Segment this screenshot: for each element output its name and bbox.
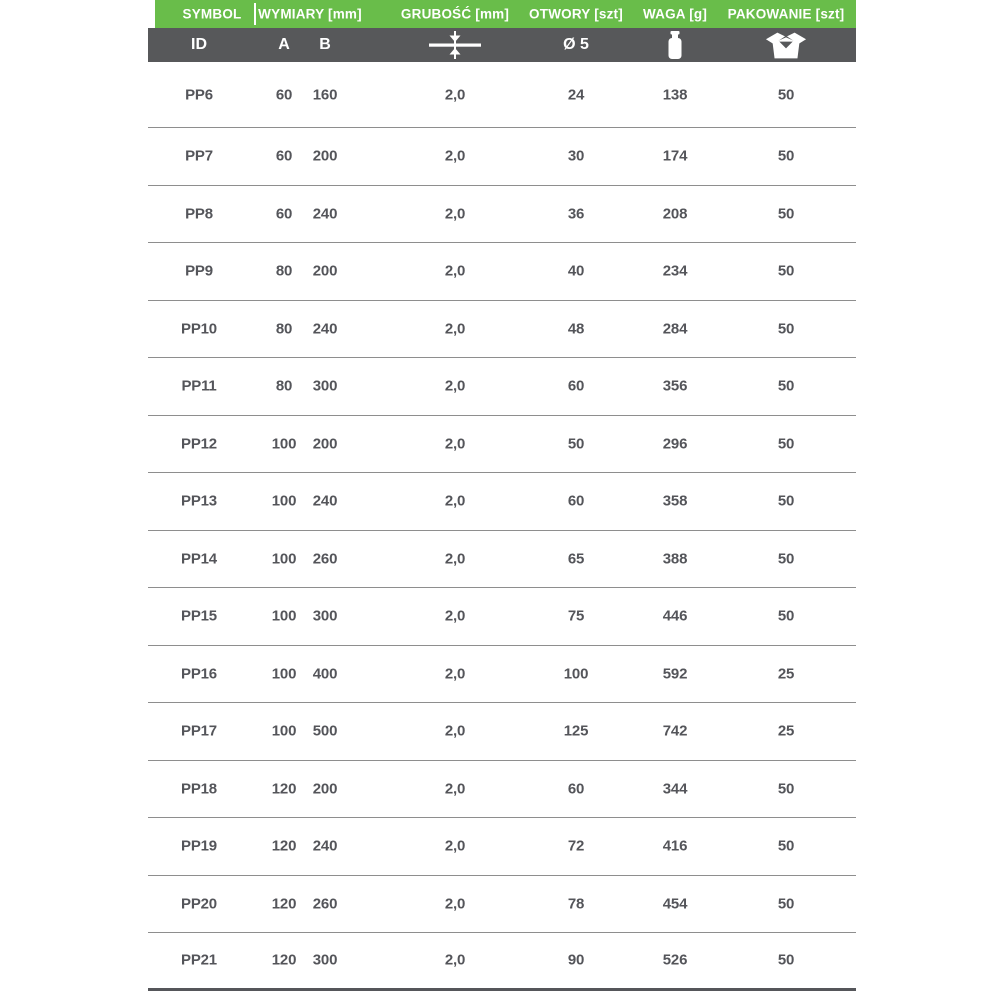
- cell-waga: 344: [662, 780, 688, 798]
- spec-table: [148, 0, 856, 991]
- cell-waga: 296: [662, 435, 688, 453]
- subheader-b: B: [319, 36, 331, 53]
- cell-symbol: PP7: [185, 147, 213, 165]
- header-wymiary: WYMIARY [mm]: [258, 6, 362, 22]
- cell-symbol: PP13: [181, 492, 217, 510]
- cell-a: 100: [271, 665, 297, 683]
- cell-symbol: PP20: [181, 895, 217, 913]
- table-row: [148, 761, 856, 819]
- cell-b: 240: [312, 320, 338, 338]
- cell-a: 60: [275, 86, 293, 103]
- header-waga: WAGA [g]: [642, 6, 708, 22]
- header-symbol: SYMBOL: [182, 6, 242, 22]
- table-row: [148, 703, 856, 761]
- cell-b: 200: [312, 435, 338, 453]
- cell-otwory: 100: [563, 665, 589, 683]
- header-divider: [254, 3, 256, 25]
- cell-waga: 454: [662, 895, 688, 913]
- cell-symbol: PP21: [181, 951, 217, 969]
- cell-symbol: PP8: [185, 205, 213, 223]
- subheader-diameter: Ø 5: [563, 36, 589, 53]
- cell-pakowanie: 50: [777, 607, 795, 625]
- cell-grubosc: 2,0: [444, 837, 466, 855]
- cell-b: 200: [312, 780, 338, 798]
- cell-a: 120: [271, 837, 297, 855]
- cell-pakowanie: 50: [777, 86, 795, 103]
- cell-b: 260: [312, 550, 338, 568]
- cell-otwory: 65: [567, 550, 585, 568]
- cell-symbol: PP18: [181, 780, 217, 798]
- cell-pakowanie: 50: [777, 262, 795, 280]
- cell-waga: 416: [662, 837, 688, 855]
- cell-grubosc: 2,0: [444, 951, 466, 969]
- cell-otwory: 24: [567, 86, 585, 103]
- cell-a: 100: [271, 550, 297, 568]
- cell-pakowanie: 50: [777, 550, 795, 568]
- open-box-icon: [765, 31, 807, 60]
- cell-a: 120: [271, 951, 297, 969]
- cell-grubosc: 2,0: [444, 780, 466, 798]
- header-pakowanie: PAKOWANIE [szt]: [727, 6, 845, 22]
- cell-otwory: 60: [567, 377, 585, 395]
- cell-b: 200: [312, 147, 338, 165]
- cell-symbol: PP10: [181, 320, 217, 338]
- table-row: [148, 416, 856, 474]
- cell-grubosc: 2,0: [444, 607, 466, 625]
- cell-waga: 358: [662, 492, 688, 510]
- cell-a: 120: [271, 780, 297, 798]
- cell-a: 100: [271, 607, 297, 625]
- cell-a: 80: [275, 377, 293, 395]
- cell-grubosc: 2,0: [444, 665, 466, 683]
- table-row: [148, 62, 856, 128]
- cell-pakowanie: 50: [777, 780, 795, 798]
- cell-otwory: 36: [567, 205, 585, 223]
- cell-otwory: 30: [567, 147, 585, 165]
- cell-grubosc: 2,0: [444, 435, 466, 453]
- cell-pakowanie: 50: [777, 147, 795, 165]
- cell-pakowanie: 25: [777, 665, 795, 683]
- cell-waga: 742: [662, 722, 688, 740]
- cell-grubosc: 2,0: [444, 147, 466, 165]
- table-row: [148, 646, 856, 704]
- cell-symbol: PP9: [185, 262, 213, 280]
- table-row: [148, 818, 856, 876]
- cell-otwory: 90: [567, 951, 585, 969]
- cell-waga: 284: [662, 320, 688, 338]
- cell-waga: 174: [662, 147, 688, 165]
- cell-b: 260: [312, 895, 338, 913]
- cell-otwory: 75: [567, 607, 585, 625]
- cell-b: 300: [312, 951, 338, 969]
- table-row: [148, 876, 856, 934]
- cell-waga: 526: [662, 951, 688, 969]
- cell-pakowanie: 50: [777, 895, 795, 913]
- header-grubosc: GRUBOŚĆ [mm]: [400, 6, 510, 22]
- table-row: [148, 531, 856, 589]
- cell-a: 100: [271, 722, 297, 740]
- table-header-groups: [155, 0, 856, 28]
- table-row: [148, 473, 856, 531]
- table-row: [148, 186, 856, 244]
- cell-b: 300: [312, 607, 338, 625]
- cell-waga: 208: [662, 205, 688, 223]
- cell-a: 60: [275, 147, 293, 165]
- thickness-arrows-icon: [427, 31, 483, 59]
- cell-symbol: PP15: [181, 607, 217, 625]
- cell-grubosc: 2,0: [444, 722, 466, 740]
- cell-b: 300: [312, 377, 338, 395]
- cell-symbol: PP6: [185, 86, 213, 103]
- cell-grubosc: 2,0: [444, 205, 466, 223]
- cell-pakowanie: 50: [777, 951, 795, 969]
- subheader-id: ID: [191, 36, 207, 53]
- cell-otwory: 78: [567, 895, 585, 913]
- cell-waga: 446: [662, 607, 688, 625]
- cell-symbol: PP14: [181, 550, 217, 568]
- cell-otwory: 50: [567, 435, 585, 453]
- cell-waga: 592: [662, 665, 688, 683]
- cell-symbol: PP16: [181, 665, 217, 683]
- cell-otwory: 48: [567, 320, 585, 338]
- cell-otwory: 72: [567, 837, 585, 855]
- cell-b: 400: [312, 665, 338, 683]
- cell-b: 240: [312, 837, 338, 855]
- cell-pakowanie: 50: [777, 320, 795, 338]
- table-row: [148, 933, 856, 991]
- cell-waga: 234: [662, 262, 688, 280]
- table-subheader: [148, 28, 856, 62]
- cell-waga: 138: [662, 86, 688, 103]
- cell-a: 60: [275, 205, 293, 223]
- cell-otwory: 125: [563, 722, 589, 740]
- weight-bottle-icon: [665, 31, 685, 59]
- cell-grubosc: 2,0: [444, 262, 466, 280]
- cell-otwory: 60: [567, 780, 585, 798]
- cell-b: 500: [312, 722, 338, 740]
- cell-symbol: PP11: [181, 377, 217, 395]
- cell-grubosc: 2,0: [444, 86, 466, 103]
- cell-b: 200: [312, 262, 338, 280]
- cell-pakowanie: 50: [777, 492, 795, 510]
- table-row: [148, 301, 856, 359]
- cell-pakowanie: 25: [777, 722, 795, 740]
- cell-grubosc: 2,0: [444, 492, 466, 510]
- table-row: [148, 588, 856, 646]
- cell-b: 160: [312, 86, 338, 103]
- cell-a: 80: [275, 320, 293, 338]
- cell-a: 100: [271, 435, 297, 453]
- cell-grubosc: 2,0: [444, 377, 466, 395]
- cell-pakowanie: 50: [777, 837, 795, 855]
- cell-pakowanie: 50: [777, 205, 795, 223]
- cell-a: 80: [275, 262, 293, 280]
- cell-grubosc: 2,0: [444, 550, 466, 568]
- table-row: [148, 243, 856, 301]
- cell-b: 240: [312, 492, 338, 510]
- cell-waga: 356: [662, 377, 688, 395]
- cell-otwory: 40: [567, 262, 585, 280]
- table-row: [148, 128, 856, 186]
- cell-b: 240: [312, 205, 338, 223]
- cell-symbol: PP19: [181, 837, 217, 855]
- table-row: [148, 358, 856, 416]
- cell-waga: 388: [662, 550, 688, 568]
- cell-grubosc: 2,0: [444, 320, 466, 338]
- cell-otwory: 60: [567, 492, 585, 510]
- cell-pakowanie: 50: [777, 435, 795, 453]
- cell-symbol: PP12: [181, 435, 217, 453]
- cell-a: 120: [271, 895, 297, 913]
- cell-symbol: PP17: [181, 722, 217, 740]
- header-otwory: OTWORY [szt]: [529, 6, 623, 22]
- cell-grubosc: 2,0: [444, 895, 466, 913]
- cell-a: 100: [271, 492, 297, 510]
- subheader-a: A: [278, 36, 290, 53]
- cell-pakowanie: 50: [777, 377, 795, 395]
- table-body: [148, 62, 856, 991]
